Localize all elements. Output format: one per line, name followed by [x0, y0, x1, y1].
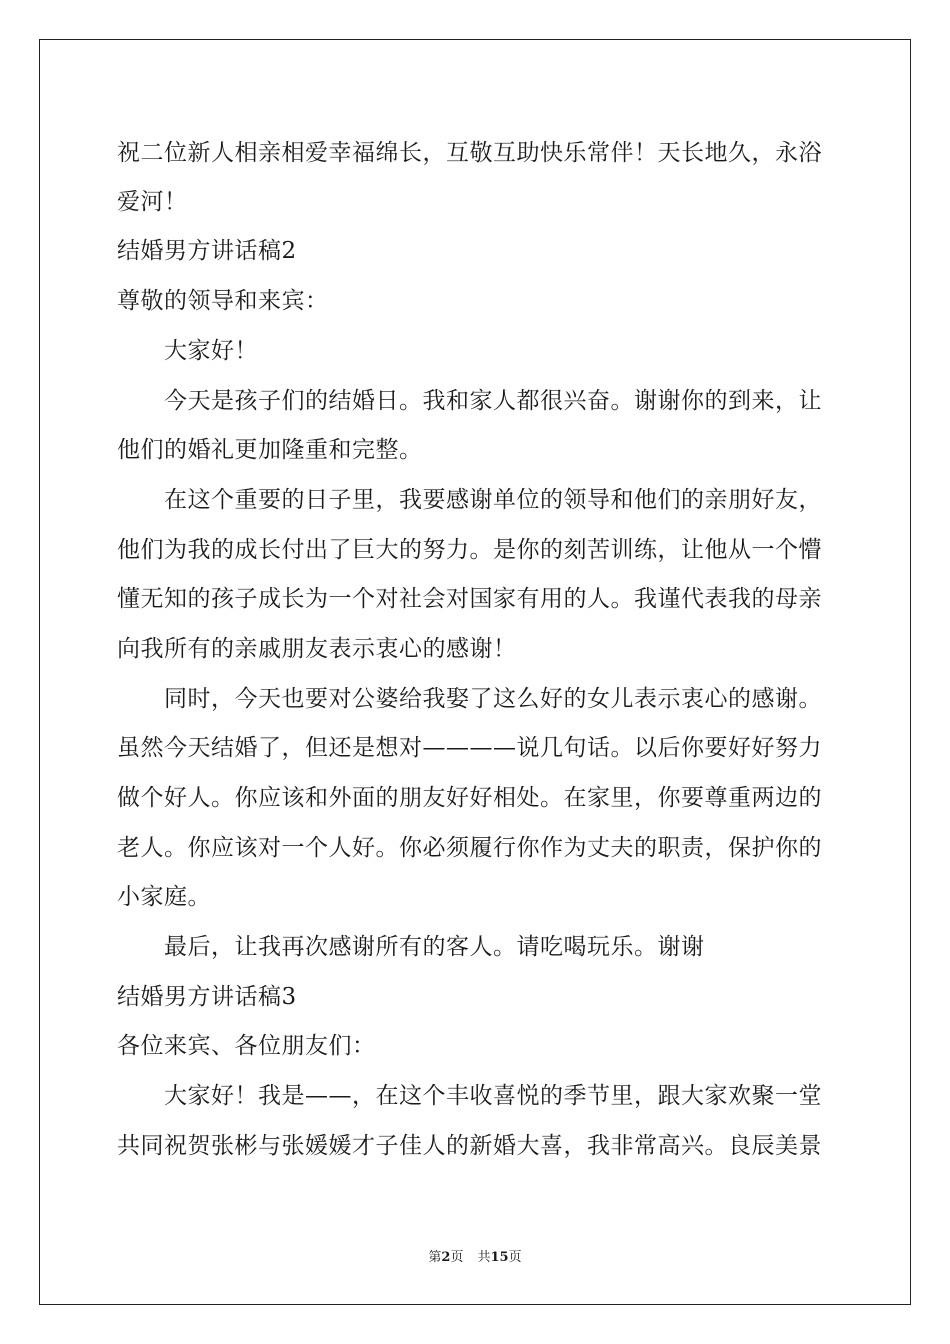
page-border [39, 39, 911, 1305]
body-text-line: 最后，让我再次感谢所有的客人。请吃喝玩乐。谢谢 [164, 934, 705, 960]
body-text-line: 小家庭。 [117, 884, 211, 910]
body-text-line: 大家好！我是——，在这个丰收喜悦的季节里，跟大家欢聚一堂 [164, 1083, 822, 1109]
body-text-line: 爱河！ [117, 189, 188, 215]
total-prefix: 共 [477, 1250, 491, 1265]
body-text-line: 做个好人。你应该和外面的朋友好好相处。在家里，你要尊重两边的 [117, 785, 822, 811]
body-text-line: 他们为我的成长付出了巨大的努力。是你的刻苦训练，让他从一个懵 [117, 537, 822, 563]
body-text-line: 虽然今天结婚了，但还是想对————说几句话。以后你要好好努力 [117, 735, 822, 761]
salutation: 各位来宾、各位朋友们： [117, 1033, 376, 1059]
body-text-line: 向我所有的亲戚朋友表示衷心的感谢！ [117, 636, 517, 662]
salutation: 尊敬的领导和来宾： [117, 288, 329, 314]
body-text-line: 他们的婚礼更加隆重和完整。 [117, 437, 423, 463]
page-footer [0, 1246, 950, 1265]
body-text-line: 懂无知的孩子成长为一个对社会对国家有用的人。我谨代表我的母亲 [117, 586, 822, 612]
body-text-line: 在这个重要的日子里，我要感谢单位的领导和他们的亲朋好友， [164, 487, 822, 513]
body-text-line: 共同祝贺张彬与张媛媛才子佳人的新婚大喜，我非常高兴。良辰美景 [117, 1133, 822, 1159]
section-heading-2: 结婚男方讲话稿2 [117, 238, 297, 264]
page-number: 2 [441, 1250, 451, 1265]
body-text-line: 祝二位新人相亲相爱幸福绵长，互敬互助快乐常伴！天长地久，永浴 [117, 140, 822, 166]
section-heading-3: 结婚男方讲话稿3 [117, 984, 297, 1010]
page-prefix: 第 [428, 1250, 442, 1265]
body-text-line: 同时，今天也要对公婆给我娶了这么好的女儿表示衷心的感谢。 [164, 686, 822, 712]
body-text-line: 今天是孩子们的结婚日。我和家人都很兴奋。谢谢你的到来，让 [164, 388, 822, 414]
total-pages: 15 [490, 1250, 509, 1265]
body-text-line: 老人。你应该对一个人好。你必须履行你作为丈夫的职责，保护你的 [117, 835, 822, 861]
page-suffix: 页 [450, 1250, 464, 1265]
total-suffix: 页 [508, 1250, 522, 1265]
greeting: 大家好！ [164, 338, 258, 364]
